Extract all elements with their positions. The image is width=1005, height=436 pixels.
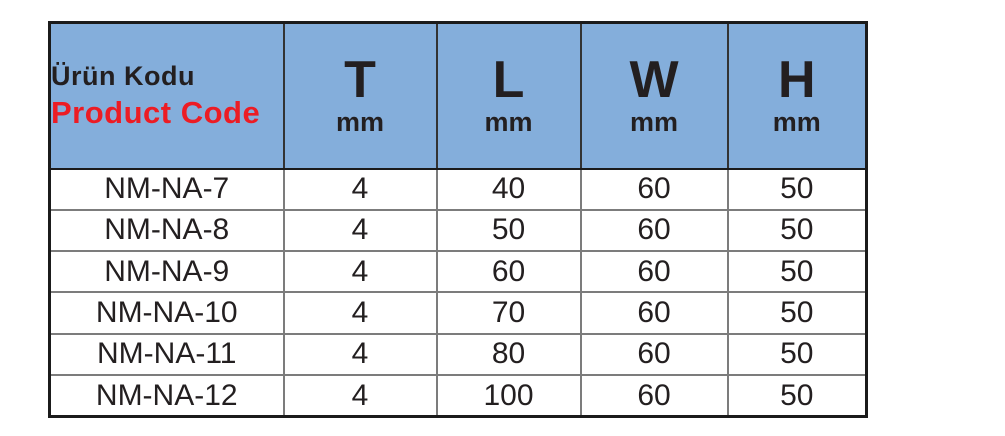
l-value-cell: 70 — [437, 292, 581, 333]
t-value-cell: 4 — [284, 251, 437, 292]
table-row — [50, 251, 867, 292]
product-code-cell: NM-NA-7 — [50, 169, 284, 210]
h-value-cell: 50 — [728, 292, 867, 333]
h-value-cell: 50 — [728, 251, 867, 292]
product-code-cell: NM-NA-8 — [50, 210, 284, 251]
l-value-cell: 50 — [437, 210, 581, 251]
product-code-cell: NM-NA-11 — [50, 334, 284, 375]
w-value-cell: 60 — [581, 334, 728, 375]
header-row — [50, 23, 867, 169]
dim-unit-h: mm — [772, 106, 821, 137]
l-value-cell: 100 — [437, 375, 581, 416]
header-title-turkish: Ürün Kodu — [51, 61, 195, 92]
product-code-cell: NM-NA-12 — [50, 375, 284, 416]
t-value-cell: 4 — [284, 292, 437, 333]
l-value-cell: 60 — [437, 251, 581, 292]
dim-letter-t: T — [344, 50, 376, 109]
h-value-cell: 50 — [728, 334, 867, 375]
w-value-cell: 60 — [581, 375, 728, 416]
w-value-cell: 60 — [581, 169, 728, 210]
w-value-cell: 60 — [581, 210, 728, 251]
h-value-cell: 50 — [728, 375, 867, 416]
header-cell-h — [728, 23, 867, 169]
dim-unit-w: mm — [629, 106, 678, 137]
dim-unit-l: mm — [484, 106, 533, 137]
table-row — [50, 375, 867, 416]
l-value-cell: 80 — [437, 334, 581, 375]
h-value-cell: 50 — [728, 210, 867, 251]
dim-letter-h: H — [777, 50, 816, 109]
product-spec-table — [48, 21, 868, 418]
t-value-cell: 4 — [284, 210, 437, 251]
header-cell-t — [284, 23, 437, 169]
t-value-cell: 4 — [284, 169, 437, 210]
product-code-cell: NM-NA-10 — [50, 292, 284, 333]
t-value-cell: 4 — [284, 334, 437, 375]
h-value-cell: 50 — [728, 169, 867, 210]
dim-letter-l: L — [492, 50, 525, 109]
dim-letter-w: W — [629, 50, 679, 109]
table-row — [50, 169, 867, 210]
table-row — [50, 334, 867, 375]
w-value-cell: 60 — [581, 292, 728, 333]
table-row — [50, 292, 867, 333]
w-value-cell: 60 — [581, 251, 728, 292]
header-cell-w — [581, 23, 728, 169]
header-title-english: Product Code — [51, 95, 261, 131]
l-value-cell: 40 — [437, 169, 581, 210]
product-code-cell: NM-NA-9 — [50, 251, 284, 292]
table-row — [50, 210, 867, 251]
product-code-header-cell — [50, 23, 284, 169]
t-value-cell: 4 — [284, 375, 437, 416]
header-cell-l — [437, 23, 581, 169]
dim-unit-t: mm — [335, 106, 384, 137]
